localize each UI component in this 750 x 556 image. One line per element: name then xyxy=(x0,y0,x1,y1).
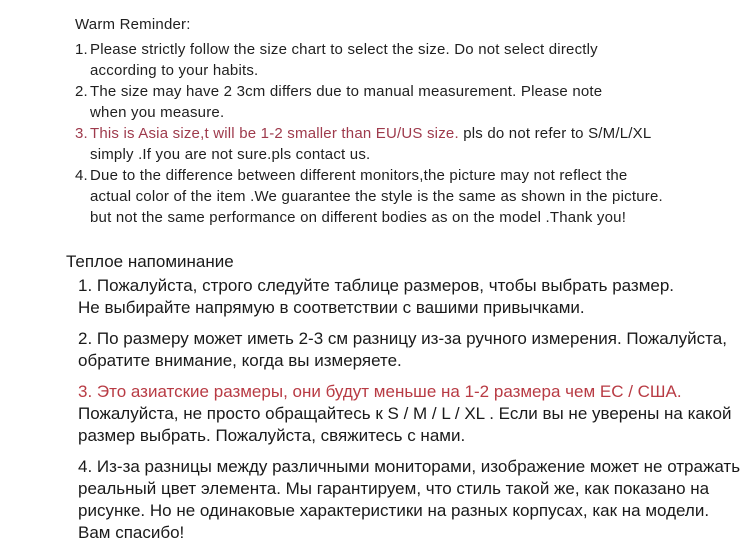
text-segment: when you measure. xyxy=(90,104,225,121)
text-line xyxy=(78,381,730,403)
text-segment: 2. По размеру может иметь 2-3 см разницу из-за ручного измерения. Пожалуйста, xyxy=(78,329,727,348)
text-segment: The size may have 2 3cm differs due to manual measurement. Please note xyxy=(90,83,603,100)
text-segment: 4. Из-за разницы между различными мониторами, изображение может не отражать xyxy=(78,457,741,476)
text-line xyxy=(78,425,730,447)
english-reminder-section xyxy=(0,0,750,228)
text-segment: Не выбирайте напрямую в соответствии с вашими привычками. xyxy=(78,298,585,317)
text-line xyxy=(78,522,730,544)
text-segment: simply .If you are not sure.pls contact us. xyxy=(90,146,371,163)
text-segment: Пожалуйста, не просто обращайтесь к S / M / L / XL . Если вы не уверены на какой xyxy=(78,404,732,423)
text-segment: 1. Пожалуйста, строго следуйте таблице размеров, чтобы выбрать размер. xyxy=(78,276,675,295)
text-segment: pls do not refer to S/M/L/XL xyxy=(458,125,652,142)
text-segment: Вам спасибо! xyxy=(78,523,185,542)
text-segment: реальный цвет элемента. Мы гарантируем, что стиль такой же, как показано на xyxy=(78,479,710,498)
text-segment: рисунке. Но не одинаковые характеристики на разных корпусах, как на модели. xyxy=(78,501,710,520)
text-segment: размер выбрать. Пожалуйста, свяжитесь с нами. xyxy=(78,426,466,445)
text-segment: but not the same performance on different bodies as on the model .Thank you! xyxy=(90,209,627,226)
item-number: 4. xyxy=(75,167,88,184)
text-segment: обратите внимание, когда вы измеряете. xyxy=(78,351,402,370)
text-line xyxy=(90,102,730,123)
item-number: 3. xyxy=(75,125,88,142)
reminder-paragraph xyxy=(78,381,730,447)
text-line xyxy=(90,207,730,228)
reminder-paragraph xyxy=(78,456,741,544)
reminder-item xyxy=(75,123,730,165)
russian-reminder-section xyxy=(0,251,750,544)
text-line xyxy=(78,350,730,372)
reminder-item xyxy=(75,39,730,81)
text-line xyxy=(90,81,730,102)
english-reminder-list xyxy=(75,39,730,228)
text-line xyxy=(78,478,730,500)
item-text xyxy=(90,81,730,123)
text-line xyxy=(90,144,730,165)
text-line xyxy=(78,500,730,522)
text-line xyxy=(90,123,730,144)
text-line xyxy=(90,165,730,186)
reminder-item xyxy=(75,81,730,123)
text-segment: actual color of the item .We guarantee the style is the same as shown in the picture. xyxy=(90,188,663,205)
text-line xyxy=(78,328,730,350)
reminder-paragraph xyxy=(78,275,730,319)
highlighted-text-segment: 3. Это азиатские размеры, они будут меньше на 1-2 размера чем ЕС / США. xyxy=(78,382,682,401)
english-reminder-title: Warm Reminder: xyxy=(75,16,191,33)
highlighted-text-segment: This is Asia size,t will be 1-2 smaller than EU/US size. xyxy=(90,125,459,142)
item-text xyxy=(90,123,730,165)
item-text xyxy=(90,165,730,228)
reminder-paragraph xyxy=(78,328,730,372)
text-line xyxy=(78,275,730,297)
text-line xyxy=(90,39,730,60)
text-line xyxy=(90,186,730,207)
russian-reminder-title: Теплое напоминание xyxy=(66,252,234,271)
text-line xyxy=(78,456,741,478)
text-segment: according to your habits. xyxy=(90,62,259,79)
reminder-item xyxy=(75,165,730,228)
russian-reminder-list xyxy=(66,275,741,544)
text-segment: Due to the difference between different monitors,the picture may not reflect the xyxy=(90,167,628,184)
text-line xyxy=(78,297,730,319)
item-text xyxy=(90,39,730,81)
item-number: 2. xyxy=(75,83,88,100)
item-number: 1. xyxy=(75,41,88,58)
text-segment: Please strictly follow the size chart to select the size. Do not select directly xyxy=(90,41,598,58)
text-line xyxy=(90,60,730,81)
text-line xyxy=(78,403,730,425)
